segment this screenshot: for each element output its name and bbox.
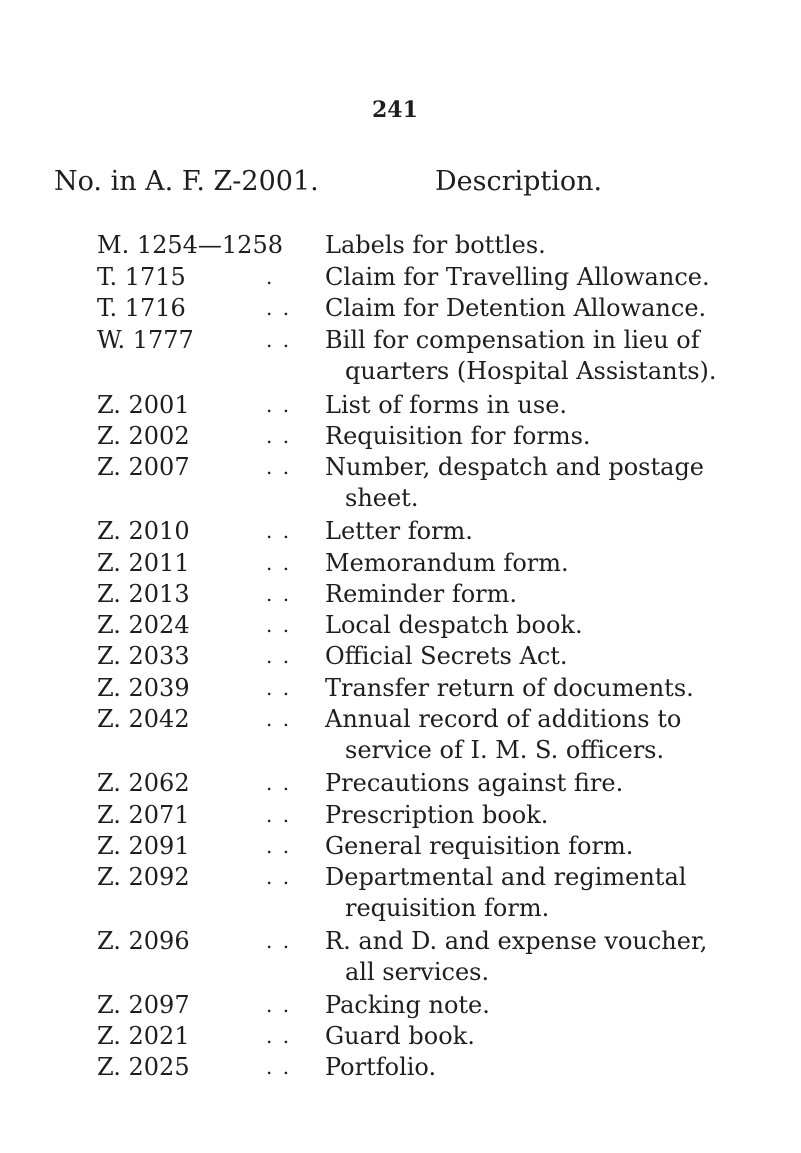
description-continuation: service of I. M. S. officers.	[345, 736, 665, 764]
description-line: Packing note.	[325, 991, 490, 1019]
description-line: Bill for compensation in lieu of	[325, 326, 700, 354]
leader-dots: .	[266, 265, 275, 289]
form-number: Z. 2021	[97, 1022, 190, 1050]
form-description	[325, 862, 717, 924]
form-number: Z. 2071	[97, 801, 190, 829]
form-description	[325, 641, 717, 672]
description-line: Letter form.	[325, 517, 473, 545]
leader-dots: . .	[266, 582, 292, 606]
description-line: Official Secrets Act.	[325, 642, 568, 670]
form-number: Z. 2025	[97, 1053, 190, 1081]
leader-dots: . .	[266, 676, 292, 700]
form-number: Z. 2097	[97, 991, 190, 1019]
leader-dots: . .	[266, 929, 292, 953]
form-number: Z. 2091	[97, 832, 190, 860]
leader-dots: . .	[266, 803, 292, 827]
leader-dots: . .	[266, 424, 292, 448]
form-description	[325, 831, 717, 862]
form-number: Z. 2002	[97, 422, 190, 450]
description-line: Claim for Travelling Allowance.	[325, 263, 710, 291]
leader-dots: . .	[266, 455, 292, 479]
form-description	[325, 516, 717, 547]
form-description	[325, 926, 717, 988]
form-number: Z. 2096	[97, 927, 190, 955]
leader-dots: . .	[266, 393, 292, 417]
leader-dots: . .	[266, 834, 292, 858]
form-number: Z. 2013	[97, 580, 190, 608]
leader-dots: . .	[266, 771, 292, 795]
form-description	[325, 800, 717, 831]
form-number: Z. 2001	[97, 391, 190, 419]
form-description	[325, 293, 717, 324]
form-number: T. 1715	[97, 263, 186, 291]
leader-dots: . .	[266, 1055, 292, 1079]
form-description	[325, 262, 717, 293]
description-line: Annual record of additions to	[325, 705, 682, 733]
description-line: Reminder form.	[325, 580, 518, 608]
form-number: Z. 2024	[97, 611, 190, 639]
description-line: Transfer return of documents.	[325, 674, 694, 702]
form-description	[325, 452, 717, 514]
form-number: Z. 2062	[97, 769, 190, 797]
description-line: Prescription book.	[325, 801, 549, 829]
description-continuation: sheet.	[345, 484, 419, 512]
leader-dots: . .	[266, 551, 292, 575]
leader-dots: . .	[266, 865, 292, 889]
page-number: 241	[372, 97, 418, 123]
form-number: Z. 2011	[97, 549, 190, 577]
leader-dots: . .	[266, 328, 292, 352]
form-number: Z. 2042	[97, 705, 190, 733]
description-line: Number, despatch and postage	[325, 453, 705, 481]
form-number: W. 1777	[97, 326, 194, 354]
form-description	[325, 610, 717, 641]
form-number: Z. 2039	[97, 674, 190, 702]
form-description	[325, 704, 717, 766]
description-line: List of forms in use.	[325, 391, 568, 419]
description-line: Local despatch book.	[325, 611, 583, 639]
form-description	[325, 673, 717, 704]
description-line: Memorandum form.	[325, 549, 569, 577]
form-number: Z. 2033	[97, 642, 190, 670]
description-line: R. and D. and expense voucher,	[325, 927, 708, 955]
leader-dots: . .	[266, 993, 292, 1017]
description-continuation: quarters (Hospital Assistants).	[345, 357, 717, 385]
form-description	[325, 325, 717, 387]
description-line: Portfolio.	[325, 1053, 437, 1081]
form-description	[325, 768, 717, 799]
form-description	[325, 421, 717, 452]
form-description	[325, 390, 717, 421]
leader-dots: . .	[266, 707, 292, 731]
description-continuation: requisition form.	[345, 894, 550, 922]
description-line: General requisition form.	[325, 832, 634, 860]
description-line: Precautions against fire.	[325, 769, 624, 797]
form-number: T. 1716	[97, 294, 186, 322]
form-number: Z. 2010	[97, 517, 190, 545]
form-description	[325, 1021, 717, 1052]
description-line: Departmental and regimental	[325, 863, 687, 891]
form-description	[325, 548, 717, 579]
description-line: Labels for bottles.	[325, 231, 546, 259]
leader-dots: . .	[266, 644, 292, 668]
number-column-header: No. in A. F. Z-2001.	[54, 166, 319, 197]
description-continuation: all services.	[345, 958, 490, 986]
description-line: Requisition for forms.	[325, 422, 591, 450]
description-line: Claim for Detention Allowance.	[325, 294, 707, 322]
form-description	[325, 1052, 717, 1083]
leader-dots: . .	[266, 519, 292, 543]
form-number: Z. 2007	[97, 453, 190, 481]
form-description	[325, 230, 717, 261]
form-number: M. 1254—1258	[97, 231, 283, 259]
description-column-header: Description.	[435, 166, 603, 197]
form-number: Z. 2092	[97, 863, 190, 891]
form-description	[325, 579, 717, 610]
leader-dots: . .	[266, 1024, 292, 1048]
form-description	[325, 990, 717, 1021]
leader-dots: . .	[266, 613, 292, 637]
leader-dots: . .	[266, 296, 292, 320]
description-line: Guard book.	[325, 1022, 475, 1050]
